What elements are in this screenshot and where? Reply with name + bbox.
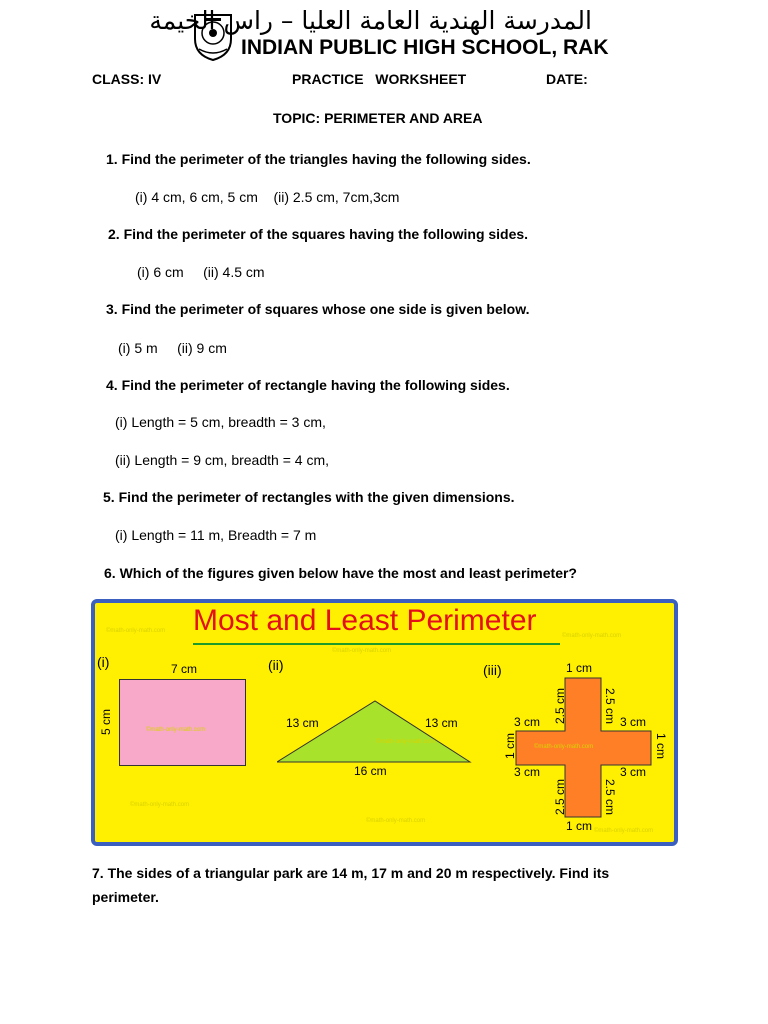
cross-upper-right-arm: 2.5 cm [603,687,618,725]
question-1: 1. Find the perimeter of the triangles having the following sides. [106,151,531,167]
watermark: ©math-only-math.com [376,739,436,745]
cross-left: 1 cm [503,732,518,760]
cross-upper-left-arm: 2.5 cm [553,687,568,725]
rect-side-length: 5 cm [99,708,114,736]
figure-ii-label: (ii) [268,657,284,673]
answer-1: (i) 4 cm, 6 cm, 5 cm (ii) 2.5 cm, 7cm,3cm [135,189,400,205]
question-5: 5. Find the perimeter of rectangles with the given dimensions. [103,489,515,505]
worksheet-label: PRACTICE WORKSHEET [292,71,467,87]
date-label: DATE: [546,71,588,87]
watermark: ©math-only-math.com [146,727,206,733]
figure-iii-label: (iii) [483,662,502,678]
answer-2: (i) 6 cm (ii) 4.5 cm [137,264,265,280]
school-name: INDIAN PUBLIC HIGH SCHOOL, RAK [241,36,609,59]
figure-i-label: (i) [97,654,110,670]
rect-top-length: 7 cm [171,662,198,676]
figure-title-underline [193,643,560,645]
cross-lower-left-arm: 2.5 cm [553,778,568,816]
cross-ur: 3 cm [620,715,647,729]
answer-4-i: (i) Length = 5 cm, breadth = 3 cm, [115,414,326,430]
cross-lr: 3 cm [620,765,647,779]
answer-5: (i) Length = 11 m, Breadth = 7 m [115,527,317,543]
cross-bottom: 1 cm [566,819,593,833]
figure-title: Most and Least Perimeter [193,604,537,637]
question-7-line-1: 7. The sides of a triangular park are 14 m, 17 m and 20 m respectively. Find its [92,865,610,881]
cross-top: 1 cm [566,661,593,675]
question-4: 4. Find the perimeter of rectangle having the following sides. [106,377,510,393]
cross-ll: 3 cm [514,765,541,779]
pink-rectangle [119,679,246,766]
class-label: CLASS: IV [92,71,162,87]
question-7-line-2: perimeter. [92,889,159,905]
watermark: ©math-only-math.com [562,633,622,639]
triangle-base: 16 cm [354,764,387,778]
watermark: ©math-only-math.com [534,744,594,750]
school-name-arabic: المدرسة الهندية العامة العليا – راس الخيمة [149,6,592,35]
green-triangle [277,700,472,764]
question-2: 2. Find the perimeter of the squares having the following sides. [108,226,529,242]
answer-4-ii: (ii) Length = 9 cm, breadth = 4 cm, [115,452,329,468]
watermark: ©math-only-math.com [594,828,654,834]
watermark: ©math-only-math.com [106,628,166,634]
cross-ul: 3 cm [514,715,541,729]
triangle-left-side: 13 cm [286,716,319,730]
cross-lower-right-arm: 2.5 cm [603,778,618,816]
answer-3: (i) 5 m (ii) 9 cm [118,340,227,356]
question-6: 6. Which of the figures given below have the most and least perimeter? [104,565,577,581]
triangle-right-side: 13 cm [425,716,458,730]
topic-heading: TOPIC: PERIMETER AND AREA [273,110,483,126]
watermark: ©math-only-math.com [332,648,392,654]
watermark: ©math-only-math.com [130,802,190,808]
watermark: ©math-only-math.com [366,818,426,824]
cross-right: 1 cm [654,732,669,760]
question-3: 3. Find the perimeter of squares whose one side is given below. [106,301,530,317]
